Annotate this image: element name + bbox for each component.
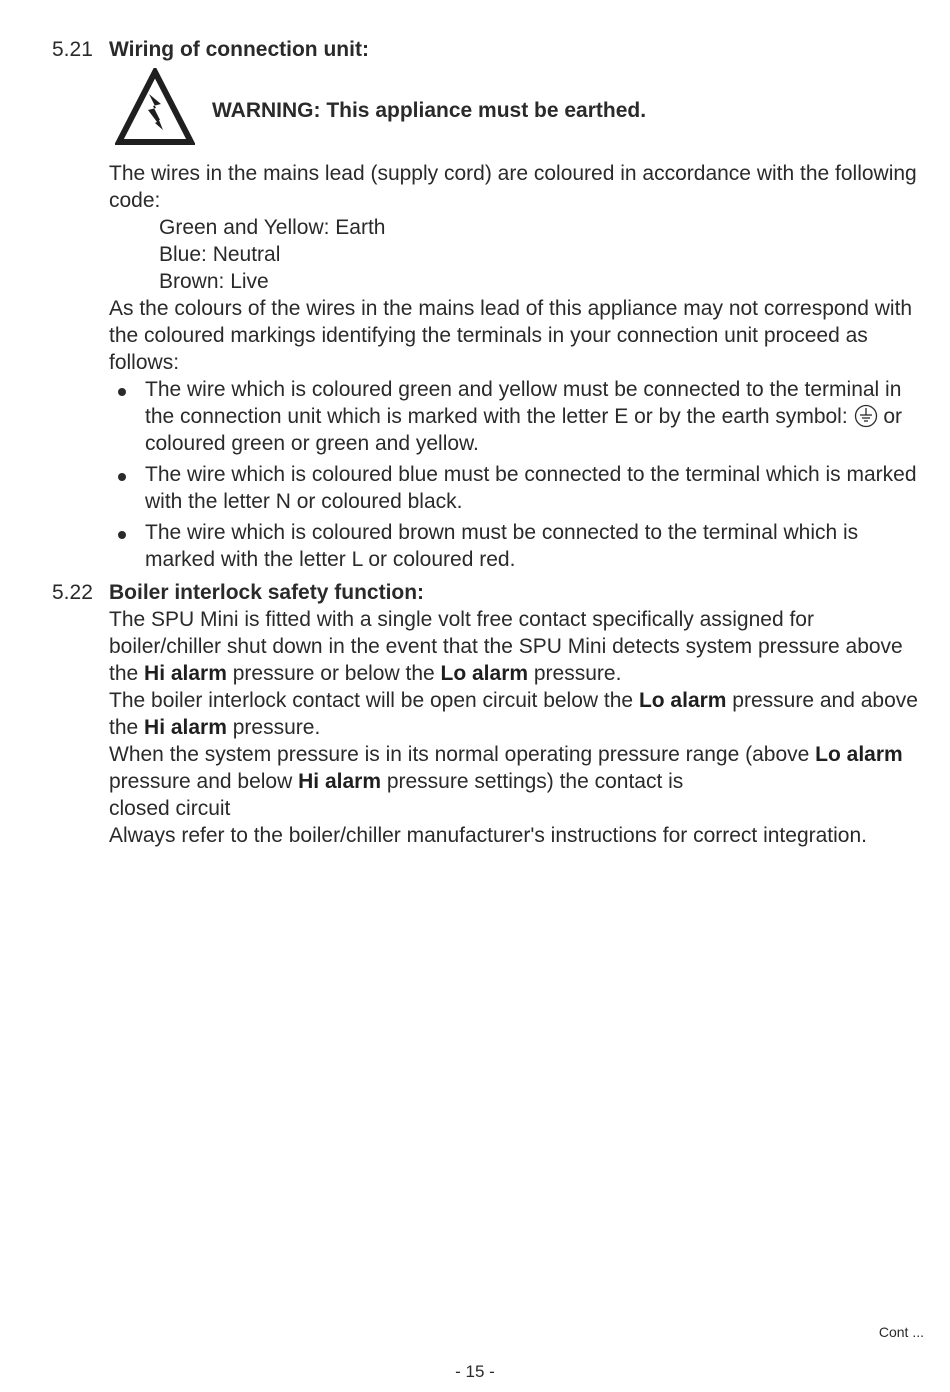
hi-alarm-term: Hi alarm (144, 716, 227, 739)
section-number-5-21: 5.21 (52, 38, 93, 61)
lo-alarm-term: Lo alarm (815, 743, 903, 766)
list-item (109, 519, 924, 573)
text-run: pressure and above the (109, 689, 918, 739)
text-run: When the system pressure is in its normal operating pressure range (above (109, 743, 816, 766)
text-run: The boiler interlock contact will be open circuit below the (109, 689, 639, 712)
bullet-dot (118, 388, 126, 396)
lo-alarm-term: Lo alarm (638, 689, 727, 712)
wiring-instructions-list (109, 376, 924, 573)
lo-alarm-term: Lo alarm (440, 662, 529, 685)
interlock-paragraph-1 (109, 606, 924, 687)
colour-mismatch-paragraph: As the colours of the wires in the mains lead of this appliance may not correspond with the coloured markings identifying the terminals in your connection unit proceed as follows: (109, 297, 913, 374)
wire-code-live: Brown: Live (159, 270, 269, 293)
bullet-neutral-text: The wire which is coloured blue must be connected to the terminal which is marked with the letter N or coloured black. (145, 463, 917, 513)
bullet-dot (118, 531, 126, 539)
section-title-wiring: Wiring of connection unit: (109, 38, 369, 61)
wire-code-neutral: Blue: Neutral (159, 243, 281, 266)
section-5-22-body (109, 606, 924, 849)
bullet-earth-text-end: or coloured green or green and yellow. (145, 405, 903, 455)
text-run: pressure settings) the contact is (381, 770, 684, 793)
text-run: The SPU Mini is fitted with a single volt free contact specifically assigned for boiler/chiller shut down in the event that the SPU Mini detects system pressure above the (109, 608, 903, 685)
continued-note: Cont ... (878, 1324, 924, 1340)
interlock-paragraph-3 (109, 741, 924, 795)
interlock-paragraph-4: Always refer to the boiler/chiller manufacturer's instructions for correct integration. (109, 824, 867, 847)
hi-alarm-term: Hi alarm (298, 770, 381, 793)
list-item (109, 461, 924, 515)
warning-text: WARNING: This appliance must be earthed. (212, 99, 647, 122)
interlock-paragraph-2 (109, 687, 924, 741)
section-title-boiler-interlock: Boiler interlock safety function: (109, 581, 425, 604)
text-run: pressure or below the (226, 662, 441, 685)
section-5-21-body (109, 160, 924, 577)
list-item (109, 376, 924, 457)
bullet-live-text: The wire which is coloured brown must be connected to the terminal which is marked with the letter L or coloured red. (145, 521, 859, 571)
text-run: pressure. (528, 662, 622, 685)
earth-symbol-icon (854, 404, 878, 428)
wire-code-intro: The wires in the mains lead (supply cord) are coloured in accordance with the following code: (109, 162, 917, 212)
hi-alarm-term: Hi alarm (144, 662, 227, 685)
section-number-5-22: 5.22 (52, 581, 93, 604)
text-run: pressure. (226, 716, 321, 739)
interlock-paragraph-3-end: closed circuit (109, 797, 231, 820)
text-run: pressure and below (109, 770, 299, 793)
page-number: - 15 - (455, 1362, 495, 1381)
bullet-earth-text: The wire which is coloured green and yellow must be connected to the terminal in the connection unit which is marked with the letter E or by the earth symbol: (145, 378, 902, 428)
electrical-hazard-warning-icon (115, 68, 195, 146)
bullet-dot (118, 473, 126, 481)
wire-code-earth: Green and Yellow: Earth (159, 216, 386, 239)
